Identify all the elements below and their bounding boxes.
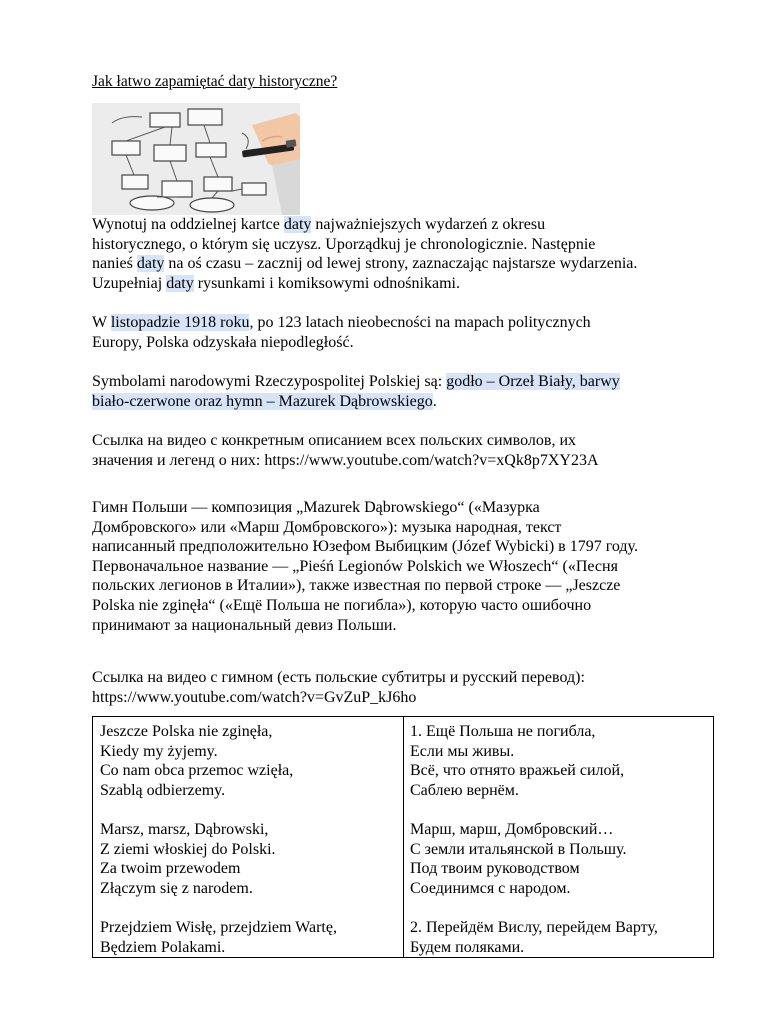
para5-line1: Гимн Польши — композиция „Mazurek Dąbrowskiego“ («Мазурка xyxy=(92,499,540,516)
para5-line4: Первоначальное название — „Pieśń Legionów Polskich we Włoszech“ («Песня xyxy=(92,557,618,575)
stanza-1 xyxy=(100,722,337,800)
para5-line2: Домбровского» или «Марш Домбровского»): музыка народная, текст xyxy=(92,518,562,536)
highlight: daty xyxy=(283,216,312,233)
lyric-line: Соединимся с народом. xyxy=(410,879,571,897)
para1-text: nanieś xyxy=(92,255,137,273)
lyric-line: Саблею вернём. xyxy=(410,781,519,799)
para5-line3: написанный предположительно Юзефом Выбицким (Józef Wybicki) в 1797 году. xyxy=(92,538,638,556)
para2-text: W xyxy=(92,314,111,331)
para1-text: najważniejszych wydarzeń z okresu xyxy=(311,216,546,233)
lyric-line: Марш, марш, Домбровский… xyxy=(410,820,614,838)
lyric-line: Co nam obca przemoc wzięła, xyxy=(100,762,294,780)
para5-line5: польских легионов в Италии»), также известная по первой строке — „Jeszcze xyxy=(92,577,621,595)
para1-text: na oś czasu – zacznij od lewej strony, zaznaczając najstarsze wydarzenia. xyxy=(164,255,638,273)
lyric-line: Jeszcze Polska nie zginęła, xyxy=(100,723,273,740)
highlight: daty xyxy=(136,255,165,273)
para4-line1: Ссылка на видео с конкретным описанием всех польских символов, их xyxy=(92,432,577,449)
para1-line3 xyxy=(92,254,637,274)
para1-text: Wynotuj na oddzielnej kartce xyxy=(92,216,284,233)
lyric-line: Kiedy my żyjemy. xyxy=(100,742,218,760)
anthem-table xyxy=(92,716,714,958)
para3-line1 xyxy=(92,372,620,392)
para1-text: rysunkami i komiksowymi odnośnikami. xyxy=(193,274,460,292)
lyric-line: Szablą odbierzemy. xyxy=(100,781,226,799)
flowchart-drawing-image xyxy=(92,103,300,215)
para2-line2: Europy, Polska odzyskała niepodległość. xyxy=(92,333,354,351)
highlight: daty xyxy=(166,274,194,292)
table-divider xyxy=(403,717,404,957)
lyric-line: Złączym się z narodem. xyxy=(100,879,253,897)
stanza-2 xyxy=(100,820,337,898)
lyric-line: Будем поляками. xyxy=(410,938,525,956)
flowchart-drawing-icon xyxy=(92,103,300,215)
para1-text: Uzupełniaj xyxy=(92,274,167,292)
stanza-3 xyxy=(100,918,337,957)
para2-line1 xyxy=(92,313,591,333)
document-title: Jak łatwo zapamiętać daty historyczne? xyxy=(92,73,338,90)
para4-line2: значения и легенд о них: https://www.youtube.com/watch?v=xQk8p7XY23A xyxy=(92,451,599,469)
para3-text: . xyxy=(432,392,437,410)
lyric-line: Z ziemi włoskiej do Polski. xyxy=(100,840,276,858)
lyric-line: Если мы живы. xyxy=(410,742,515,760)
lyric-line: 2. Перейдём Вислу, перейдем Варту, xyxy=(410,918,658,936)
para6-line2: https://www.youtube.com/watch?v=GvZuP_kJ6ho xyxy=(92,688,417,706)
lyric-line: 1. Ещё Польша не погибла, xyxy=(410,723,596,740)
lyric-line: С земли итальянской в Польшу. xyxy=(410,840,627,858)
stanza-3 xyxy=(410,918,658,957)
highlight: godło – Orzeł Biały, barwy xyxy=(446,373,620,390)
para2-text: , po 123 latach nieobecności na mapach politycznych xyxy=(249,314,591,331)
para5-line6: Polska nie zginęła“ («Ещё Польша не погибла»), которую часто ошибочно xyxy=(92,597,592,614)
lyric-line: Marsz, marsz, Dąbrowski, xyxy=(100,820,269,838)
para3-text: Symbolami narodowymi Rzeczypospolitej Polskiej są: xyxy=(92,373,447,390)
lyric-line: Всё, что отнято вражьей силой, xyxy=(410,762,625,780)
lyric-line: Под твоим руководством xyxy=(410,860,580,878)
para6-line1: Ссылка на видео с гимном (есть польские субтитры и русский перевод): xyxy=(92,669,585,686)
para1-line4 xyxy=(92,274,460,294)
para1-line1 xyxy=(92,215,545,235)
lyric-line: Za twoim przewodem xyxy=(100,860,241,878)
table-cell-polish xyxy=(100,722,337,977)
stanza-1 xyxy=(410,722,658,800)
lyric-line: Będziem Polakami. xyxy=(100,938,226,956)
para3-line2 xyxy=(92,392,437,412)
para5-line7: принимают за национальный девиз Польши. xyxy=(92,616,397,634)
highlight: listopadzie 1918 roku xyxy=(110,314,250,331)
table-cell-russian xyxy=(410,722,658,977)
para1-line2: historycznego, o którym się uczysz. Uporządkuj je chronologicznie. Następnie xyxy=(92,235,596,253)
stanza-2 xyxy=(410,820,658,898)
highlight: biało-czerwone oraz hymn – Mazurek Dąbrowskiego xyxy=(92,392,433,410)
lyric-line: Przejdziem Wisłę, przejdziem Wartę, xyxy=(100,918,337,936)
